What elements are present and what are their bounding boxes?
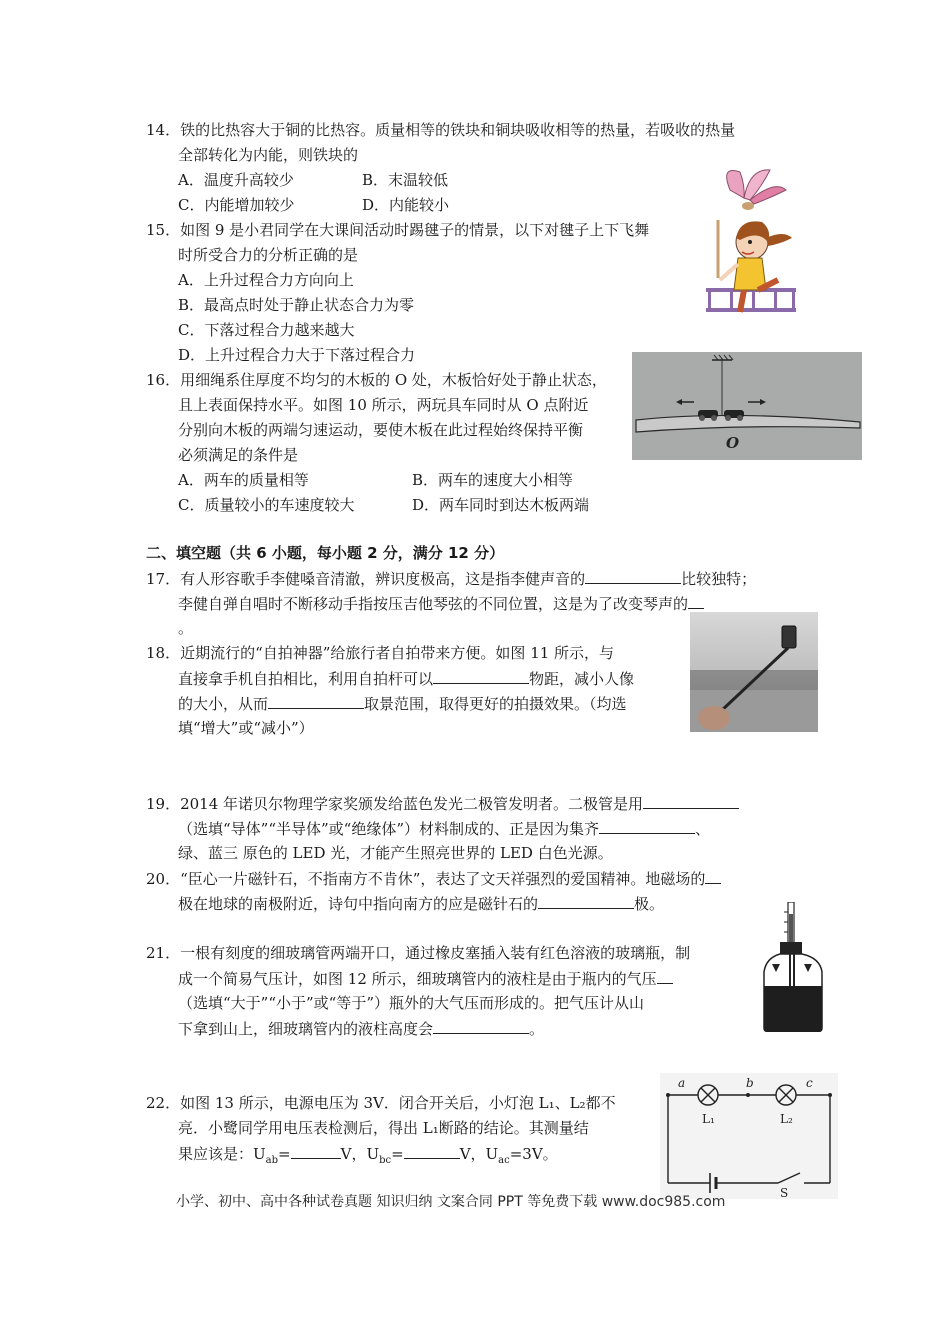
- q18-line4: 填“增大”或“减小”）: [178, 719, 314, 737]
- circuit-label-l1: L₁: [702, 1112, 715, 1126]
- footer-line: [176, 1192, 725, 1212]
- q18-blank-2[interactable]: [268, 693, 364, 709]
- q22-unit-1: V，U: [340, 1145, 380, 1163]
- q17-line2: [178, 593, 704, 614]
- q22-line3: [178, 1143, 558, 1171]
- q22-line3-text: 果应该是：U: [178, 1145, 266, 1163]
- circuit-label-b: b: [746, 1076, 754, 1090]
- q16-option-d: D．两车同时到达木板两端: [412, 496, 590, 514]
- footer-text: 小学、初中、高中各种试卷真题 知识归纳 文案合同 PPT 等免费下载: [176, 1194, 598, 1210]
- figure-9-shuttlecock-illustration: [700, 160, 800, 318]
- q14-option-c: C．内能增加较少: [178, 196, 295, 214]
- q15-stem-line1: 15．如图 9 是小君同学在大课间活动时踢毽子的情景，以下对毽子上下飞舞: [146, 221, 650, 239]
- q15-stem-line2: 时所受合力的分析正确的是: [178, 246, 359, 264]
- q15-option-a: A．上升过程合力方向向上: [178, 271, 354, 289]
- q20-blank-2[interactable]: [538, 893, 634, 909]
- q16-stem-line3: 分别向木板的两端匀速运动，要使木板在此过程始终保持平衡: [178, 421, 584, 439]
- q22-eq-2: =: [391, 1145, 404, 1163]
- q18-line3-text: 的大小，从而: [178, 695, 269, 713]
- q21-line3: （选填“大于”“小于”或“等于”）瓶外的大气压而形成的。把气压计从山: [178, 994, 645, 1012]
- q17-line2-text: 李健自弹自唱时不断移动手指按压吉他琴弦的不同位置，这是为了改变琴声的: [178, 595, 689, 613]
- q14-option-a: A．温度升高较少: [178, 171, 294, 189]
- q21-line4: [178, 1018, 544, 1039]
- q20-line1: [146, 868, 721, 889]
- q19-line1-text: 19．2014 年诺贝尔物理学家奖颁发给蓝色发光二极管发明者。二极管是用: [146, 795, 644, 813]
- figure-11-selfie-stick-photo: [690, 612, 818, 732]
- q18-line1: 18．近期流行的“自拍神器”给旅行者自拍带来方便。如图 11 所示，与: [146, 644, 615, 662]
- q17-line1: [146, 568, 756, 589]
- q21-line1: 21．一根有刻度的细玻璃管两端开口，通过橡皮塞插入装有红色溶液的玻璃瓶，制: [146, 944, 691, 962]
- q17-blank-2[interactable]: [688, 593, 704, 609]
- figure-10-plank-diagram: [632, 352, 862, 460]
- q22-blank-ubc[interactable]: [404, 1143, 460, 1159]
- q21-blank-1[interactable]: [657, 968, 673, 984]
- q21-line4-end: 。: [529, 1020, 545, 1038]
- q22-line2: 亮．小鹭同学用电压表检测后，得出 L₁断路的结论。其测量结: [178, 1119, 589, 1137]
- q19-line2-text: （选填“导体”“半导体”或“绝缘体”）材料制成的、正是因为集齐: [178, 820, 600, 838]
- q19-blank-1[interactable]: [643, 793, 739, 809]
- q14-option-b: B．末温较低: [362, 171, 449, 189]
- q22-sub-ab: ab: [265, 1155, 279, 1166]
- circuit-label-a: a: [678, 1076, 686, 1090]
- q18-line3: [178, 693, 627, 714]
- q19-line2-end: 、: [695, 820, 711, 838]
- figure-13-circuit-diagram: [660, 1073, 838, 1199]
- q20-line2-end: 极。: [634, 895, 665, 913]
- q21-line4-text: 下拿到山上，细玻璃管内的液柱高度会: [178, 1020, 434, 1038]
- q18-line2: [178, 668, 634, 689]
- q19-line1: [146, 793, 739, 814]
- q21-line2-text: 成一个简易气压计，如图 12 所示，细玻璃管内的液柱是由于瓶内的气压: [178, 970, 657, 988]
- figure-12-barometer-bottle: [760, 902, 826, 1032]
- q16-stem-line4: 必须满足的条件是: [178, 446, 299, 464]
- figure-10-label-o: O: [726, 434, 740, 452]
- q22-sub-ac: ac: [498, 1155, 510, 1166]
- q22-line1: 22．如图 13 所示，电源电压为 3V．闭合开关后，小灯泡 L₁、L₂都不: [146, 1094, 616, 1112]
- q22-eq-1: =: [278, 1145, 291, 1163]
- q14-stem-line1: 14．铁的比热容大于铜的比热容。质量相等的铁块和铜块吸收相等的热量，若吸收的热量: [146, 121, 736, 139]
- footer-site-link[interactable]: www.doc985.com: [601, 1194, 726, 1210]
- q16-option-c: C．质量较小的车速度较大: [178, 496, 355, 514]
- q16-option-b: B．两车的速度大小相等: [412, 471, 574, 489]
- q16-stem-line1: 16．用细绳系住厚度不均匀的木板的 O 处，木板恰好处于静止状态，: [146, 371, 607, 389]
- circuit-label-l2: L₂: [780, 1112, 793, 1126]
- q21-blank-2[interactable]: [433, 1018, 529, 1034]
- q16-stem-line2: 且上表面保持水平。如图 10 所示，两玩具车同时从 O 点附近: [178, 396, 589, 414]
- q15-option-b: B．最高点时处于静止状态合力为零: [178, 296, 415, 314]
- q15-option-d: D．上升过程合力大于下落过程合力: [178, 346, 416, 364]
- section-2-heading: 二、填空题（共 6 小题，每小题 2 分，满分 12 分）: [146, 544, 505, 562]
- q18-blank-1[interactable]: [433, 668, 529, 684]
- q22-end: =3V。: [509, 1145, 558, 1163]
- q19-blank-2[interactable]: [599, 818, 695, 834]
- circuit-label-s: S: [780, 1186, 789, 1199]
- q14-option-d: D．内能较小: [362, 196, 450, 214]
- q19-line3: 绿、蓝三 原色的 LED 光，才能产生照亮世界的 LED 白色光源。: [178, 844, 613, 862]
- q17-line1-text: 17．有人形容歌手李健嗓音清澈，辨识度极高，这是指李健声音的: [146, 570, 586, 588]
- q17-line3: 。: [178, 619, 194, 637]
- q18-line3-end: 取景范围，取得更好的拍摄效果。（均选: [364, 695, 627, 713]
- q20-blank-1[interactable]: [705, 868, 721, 884]
- q19-line2: [178, 818, 710, 839]
- q15-option-c: C．下落过程合力越来越大: [178, 321, 355, 339]
- q18-line2-end: 物距，减小人像: [529, 670, 635, 688]
- q17-line1-end: 比较独特；: [681, 570, 757, 588]
- q22-unit-2: V，U: [459, 1145, 499, 1163]
- q18-line2-text: 直接拿手机自拍相比，利用自拍杆可以: [178, 670, 434, 688]
- q16-option-a: A．两车的质量相等: [178, 471, 309, 489]
- q17-blank-1[interactable]: [585, 568, 681, 584]
- q21-line2: [178, 968, 673, 989]
- q14-stem-line2: 全部转化为内能，则铁块的: [178, 146, 359, 164]
- q20-line2-text: 极在地球的南极附近，诗句中指向南方的应是磁针石的: [178, 895, 539, 913]
- q20-line2: [178, 893, 664, 914]
- q20-line1-text: 20．“臣心一片磁针石，不指南方不肯休”，表达了文天祥强烈的爱国精神。地磁场的: [146, 870, 706, 888]
- circuit-label-c: c: [806, 1076, 813, 1090]
- q22-sub-bc: bc: [379, 1155, 392, 1166]
- q22-blank-uab[interactable]: [291, 1143, 341, 1159]
